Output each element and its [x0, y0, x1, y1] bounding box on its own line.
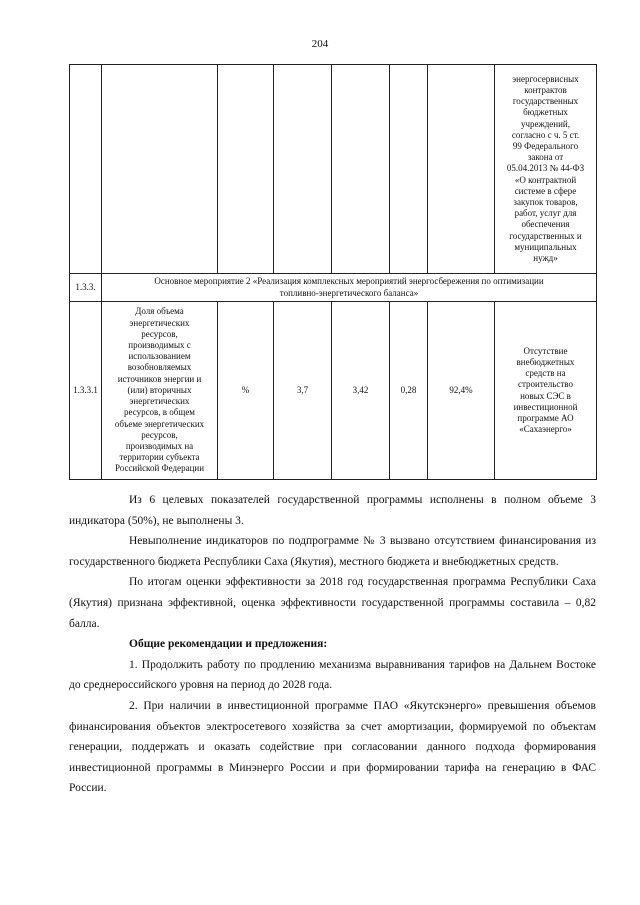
cell-line: (или) вторичных	[127, 384, 192, 395]
section-title-line: Основное мероприятие 2 «Реализация комплексных мероприятий энергосбережения по оптимизации	[154, 276, 544, 287]
table-cell	[70, 65, 102, 274]
indicator-unit: %	[218, 302, 274, 480]
body-text	[69, 490, 596, 799]
cell-line: производимых на	[125, 440, 194, 451]
cell-line: территории субъекта	[119, 452, 200, 463]
cell-line: ресурсов, в общем	[123, 407, 196, 418]
cell-line: «О контрактной	[514, 174, 577, 185]
cell-line: возобновляемых	[127, 362, 192, 373]
indicators-table	[69, 64, 597, 480]
cell-line: государственных	[512, 96, 579, 107]
cell-line: объеме энергетических	[114, 418, 205, 429]
indicator-number: 1.3.3.1	[70, 302, 102, 480]
cell-line: закупок товаров,	[513, 197, 578, 207]
cell-line: энергетических	[129, 396, 190, 407]
indicator-fact: 3,42	[332, 302, 390, 480]
table-cell	[390, 65, 428, 274]
cell-line: 99 Федерального	[512, 140, 579, 151]
indicator-name	[102, 302, 218, 480]
cell-line: инвестиционной	[513, 401, 578, 412]
cell-line: обеспечения	[521, 219, 570, 230]
cell-line: системе в сфере	[514, 185, 577, 196]
recommendations-heading: Общие рекомендации и предложения:	[129, 638, 328, 651]
cell-line: «Сахаэнерго»	[519, 424, 572, 435]
table-cell-comment-continued	[495, 65, 597, 274]
cell-line: Российской Федерации	[114, 463, 205, 474]
cell-line: источников энергии и	[117, 373, 202, 384]
paragraph-non-fulfillment: Невыполнение индикаторов по подпрограмме № 3 вызвано отсутствием финансирования из государственного бюджета Республики Саха (Якутия), местного бюджета и внебюджетных средств.	[69, 535, 596, 568]
section-title-line: топливно-энергетического баланса»	[279, 287, 419, 298]
cell-line: бюджетных	[523, 107, 568, 118]
cell-line: внебюджетных	[516, 356, 575, 367]
cell-line: программе АО	[517, 412, 574, 423]
cell-line: средств на	[525, 368, 566, 379]
cell-line: энергосервисных	[512, 73, 579, 84]
cell-line: новых СЭС в	[520, 390, 571, 401]
cell-line: ресурсов,	[141, 429, 178, 440]
cell-line: контрактов	[524, 84, 567, 95]
cell-line: учреждений,	[520, 118, 570, 129]
cell-line: закона от	[527, 152, 564, 163]
recommendation-1: 1. Продолжить работу по продлению механизма выравнивания тарифов на Дальнем Востоке до среднероссийского уровня на период до 2028 года.	[69, 658, 596, 692]
cell-line: согласно с ч. 5 ст.	[511, 129, 580, 140]
page-number: 204	[311, 38, 329, 50]
table-cell	[332, 65, 390, 274]
cell-line: работ, услуг для	[514, 208, 577, 219]
cell-line: нужд»	[533, 253, 558, 264]
cell-line: строительство	[518, 379, 573, 390]
table-row-section	[70, 274, 597, 302]
table-cell	[428, 65, 495, 274]
cell-line: использованием	[128, 351, 191, 362]
cell-line: производимых с	[128, 340, 191, 351]
cell-line: ресурсов,	[141, 328, 178, 339]
cell-line: муниципальных	[514, 241, 577, 252]
cell-line: Отсутствие	[523, 345, 568, 356]
table-cell	[102, 65, 218, 274]
paragraph-indicators-summary: Из 6 целевых показателей государственной программы исполнены в полном объеме 3 индикатора (50%), не выполнены 3.	[69, 494, 596, 527]
recommendation-2: 2. При наличии в инвестиционной программе ПАО «Якутскэнерго» превышения объемов финансирования объектов электросетевого хозяйства за счет амортизации, формируемой по объектам генерации, поддержать и оказать содействие при согласовании данного подхода формирования инвестиционной программы в Минэнерго России и при формировании тарифа на генерацию в ФАС России.	[69, 699, 596, 795]
indicator-deviation: 0,28	[390, 302, 428, 480]
paragraph-efficiency: По итогам оценки эффективности за 2018 год государственная программа Республики Саха (Якутия) признана эффективной, оценка эффективности государственной программы составила – 0,82 балла.	[69, 576, 596, 630]
table-row-indicator	[70, 302, 597, 480]
indicator-plan: 3,7	[274, 302, 332, 480]
cell-line: 05.04.2013 № 44-ФЗ	[506, 163, 585, 174]
section-number: 1.3.3.	[70, 274, 102, 302]
table-cell	[274, 65, 332, 274]
cell-line: государственных и	[509, 230, 582, 241]
cell-line: энергетических	[129, 317, 190, 328]
indicator-percent: 92,4%	[428, 302, 495, 480]
table-row	[70, 65, 597, 274]
table-cell	[218, 65, 274, 274]
indicator-comment	[495, 302, 597, 480]
cell-line: Доля объема	[135, 306, 184, 317]
section-title	[102, 274, 597, 302]
